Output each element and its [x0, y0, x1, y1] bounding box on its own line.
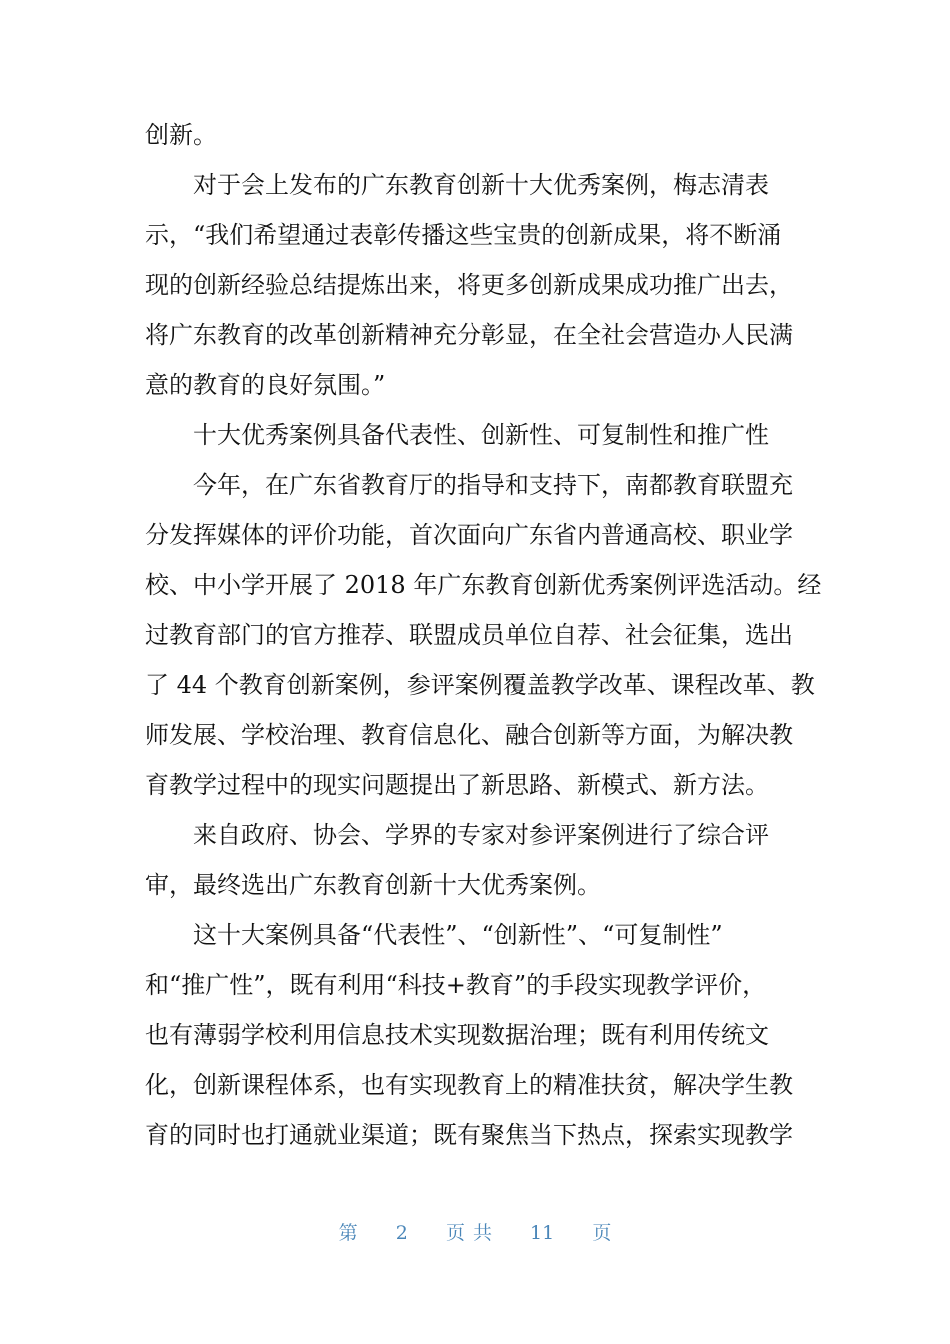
text-line: 校、中小学开展了 2018 年广东教育创新优秀案例评选活动。经 — [145, 571, 822, 599]
text-line: 意的教育的良好氛围。” — [145, 371, 386, 399]
text-line: 和“推广性”，既有利用“科技+教育”的手段实现教学评价， — [145, 971, 767, 999]
text-line: 育的同时也打通就业渠道；既有聚焦当下热点，探索实现教学 — [145, 1121, 793, 1149]
page-footer — [0, 1218, 950, 1245]
text-line: 化，创新课程体系，也有实现教育上的精准扶贫，解决学生教 — [145, 1071, 793, 1099]
text-line: 师发展、学校治理、教育信息化、融合创新等方面，为解决教 — [145, 721, 793, 749]
text-line: 过教育部门的官方推荐、联盟成员单位自荐、社会征集，选出 — [145, 621, 793, 649]
footer-prefix: 第 — [338, 1222, 358, 1244]
footer-middle: 页共 — [445, 1222, 500, 1244]
text-line: 十大优秀案例具备代表性、创新性、可复制性和推广性 — [193, 421, 769, 449]
text-line: 审，最终选出广东教育创新十大优秀案例。 — [145, 871, 601, 899]
text-line: 示，“我们希望通过表彰传播这些宝贵的创新成果，将不断涌 — [145, 221, 782, 249]
text-line: 这十大案例具备“代表性”、“创新性”、“可复制性” — [193, 921, 723, 949]
text-line: 对于会上发布的广东教育创新十大优秀案例，梅志清表 — [193, 171, 769, 199]
text-line: 创新。 — [145, 121, 217, 149]
footer-total-pages: 11 — [530, 1222, 555, 1244]
text-line: 今年，在广东省教育厅的指导和支持下，南都教育联盟充 — [193, 471, 793, 499]
text-line: 分发挥媒体的评价功能，首次面向广东省内普通高校、职业学 — [145, 521, 793, 549]
document-body — [145, 110, 822, 1160]
text-line: 来自政府、协会、学界的专家对参评案例进行了综合评 — [193, 821, 769, 849]
footer-suffix: 页 — [592, 1222, 612, 1244]
text-line: 了 44 个教育创新案例，参评案例覆盖教学改革、课程改革、教 — [145, 671, 815, 699]
text-line: 将广东教育的改革创新精神充分彰显，在全社会营造办人民满 — [145, 321, 793, 349]
text-line: 也有薄弱学校利用信息技术实现数据治理；既有利用传统文 — [145, 1021, 769, 1049]
text-line: 育教学过程中的现实问题提出了新思路、新模式、新方法。 — [145, 771, 769, 799]
text-line: 现的创新经验总结提炼出来，将更多创新成果成功推广出去， — [145, 271, 793, 299]
footer-current-page: 2 — [395, 1222, 408, 1244]
